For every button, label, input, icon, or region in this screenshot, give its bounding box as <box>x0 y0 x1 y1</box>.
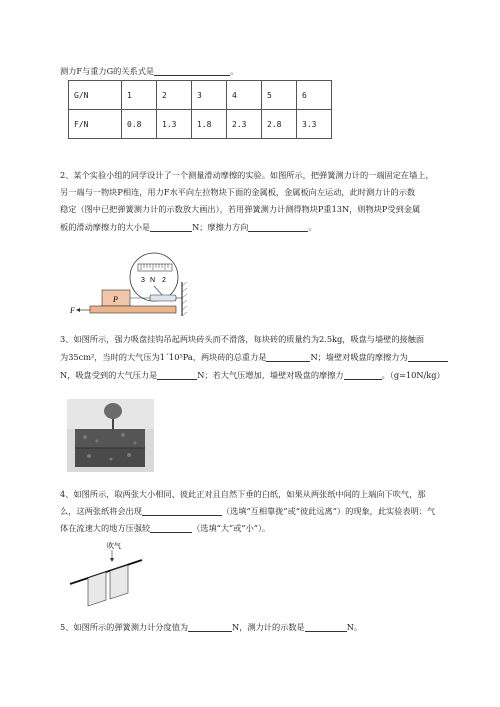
table-cell: 1.8 <box>192 110 227 139</box>
brick-bottom <box>75 448 145 467</box>
table-cell: 2 <box>157 81 192 110</box>
metal-plate <box>90 306 176 313</box>
q3-change-blank[interactable] <box>344 370 382 380</box>
suction-cup-bricks-photo <box>67 399 154 472</box>
table-cell: 1.3 <box>157 110 192 139</box>
table-cell: 2.3 <box>227 110 262 139</box>
blow-air-label: 吹气 <box>107 543 121 550</box>
q4-pressure-blank[interactable] <box>150 523 192 533</box>
q3-friction-blank[interactable] <box>408 352 448 362</box>
paper-right <box>110 565 128 599</box>
q2-line-4: 板的滑动摩擦力的大小是 N；摩擦力方向 。 <box>60 222 317 232</box>
g-f-table <box>68 80 332 139</box>
scale-label-3: 3 <box>141 277 145 284</box>
q2-direction-blank[interactable] <box>248 222 308 232</box>
table-cell: 3 <box>192 81 227 110</box>
q2-line-3: 稳定（图中已把弹簧测力计的示数放大画出），若用弹簧测力计测得物块P重13N，则物块P受到金属 <box>60 204 421 214</box>
table-cell: 1 <box>122 81 157 110</box>
q5-line: 5、如图所示的弹簧测力计分度值为 N，测力计的示数是 N。 <box>60 622 363 632</box>
table-row <box>69 81 332 110</box>
scale-label-n: N <box>150 277 156 284</box>
table-cell: 5 <box>262 81 297 110</box>
q2-friction-blank[interactable] <box>150 222 192 232</box>
two-papers-blowing-figure <box>68 540 146 610</box>
block-p-label: P <box>113 295 118 304</box>
q1-intro: 测力F与重力G的关系式是 <box>60 66 155 76</box>
q4-line-1: 4、如图所示，取两张大小相同、彼此正对且自然下垂的白纸，如果从两张纸中间的上端向下吹气，那 <box>60 489 426 499</box>
q3-line-2: 为35cm²，当时的大气压为1ˊ10⁵Pa，两块砖的总重力是 N；墙壁对吸盘的摩擦力为 <box>60 352 448 362</box>
q2-line-1: 2、某个实验小组的同学设计了一个测量滑动摩擦的实验。如图所示，把弹簧测力计的一端固定在墙上， <box>60 170 434 180</box>
table-row <box>69 110 332 139</box>
q3-line-1: 3、如图所示，强力吸盘挂钩吊起两块砖头而不滑落，每块砖的质量约为2.5kg，吸盘与墙壁的接触面 <box>60 334 425 344</box>
q2-line-2: 另一端与一物块P相连，用力F水平向左拉物块下面的金属板，金属板向左运动，此时测力计的示数 <box>60 187 416 197</box>
row-header: F/N <box>69 110 122 139</box>
spring-scale-friction-figure <box>68 252 194 322</box>
q1-text: 测力F与重力G的关系式是 。 <box>60 66 239 76</box>
magnified-scale <box>138 264 172 271</box>
scale-label-2: 2 <box>162 277 166 284</box>
suction-cup <box>104 403 122 419</box>
q1-answer-blank[interactable] <box>154 66 230 76</box>
q3-pressure-blank[interactable] <box>157 370 197 380</box>
q5-division-blank[interactable] <box>188 622 232 632</box>
table-cell: 2.8 <box>262 110 297 139</box>
table-cell: 6 <box>297 81 332 110</box>
q4-line-2: 么，这两张纸将会出现 （选填“互相靠拢”或“彼此远离”）的现象，此实验表明：气 <box>60 506 436 516</box>
q5-reading-blank[interactable] <box>305 622 347 632</box>
table-cell: 3.3 <box>297 110 332 139</box>
q3-gravity-blank[interactable] <box>266 352 310 362</box>
table-cell: 4 <box>227 81 262 110</box>
table-cell: 0.8 <box>122 110 157 139</box>
paper-left <box>88 572 106 606</box>
q3-line-3: N，吸盘受到的大气压力是 N；若大气压增加，墙壁对吸盘的摩擦力 。（g=10N/kg） <box>60 370 445 380</box>
spring-scale <box>150 295 176 301</box>
row-header: G/N <box>69 81 122 110</box>
q4-phenomenon-blank[interactable] <box>142 506 222 516</box>
q4-line-3: 体在流速大的地方压强较 （选填“大”或“小”）。 <box>60 523 271 533</box>
force-label: F <box>70 306 75 315</box>
